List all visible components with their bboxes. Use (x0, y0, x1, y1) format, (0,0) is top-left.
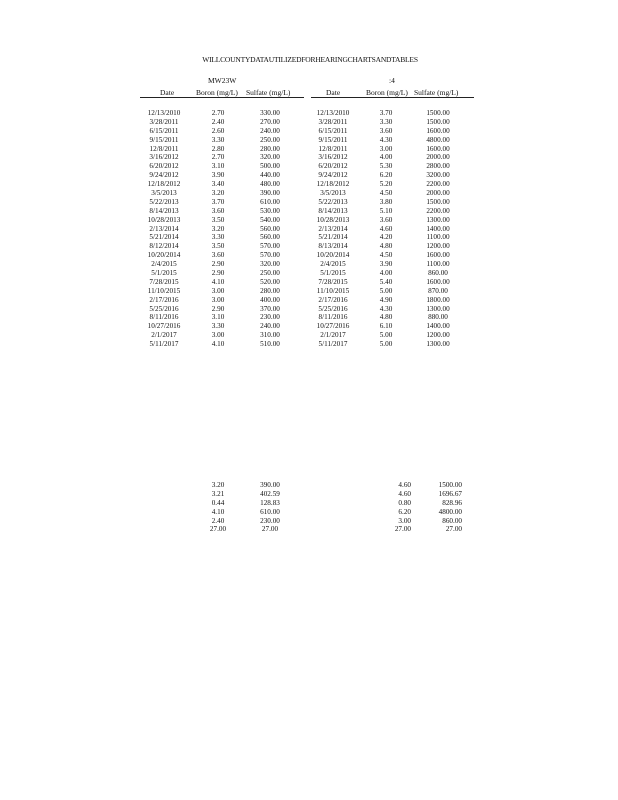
date-cell: 2/4/2015 (151, 260, 177, 269)
boron-cell: 4.00 (379, 269, 393, 278)
date-cell: 11/10/2015 (316, 286, 350, 295)
sulfate-cell: 1500.00 (426, 109, 450, 117)
table-row (140, 313, 310, 322)
date-cell: 5/25/2016 (318, 304, 348, 313)
stat-row (311, 525, 481, 534)
boron-cell: 2.80 (211, 144, 225, 153)
table-row (140, 162, 310, 171)
date-cell: 6/20/2012 (149, 162, 179, 171)
boron-cell: 5.00 (379, 340, 393, 349)
date-cell: 12/13/2010 (147, 109, 181, 117)
sulfate-stat-cell: 4800.00 (438, 507, 462, 516)
table-row (140, 153, 310, 162)
sulfate-stat-cell: 828.96 (442, 498, 462, 507)
right-well-label: :4 (389, 76, 395, 85)
sulfate-cell: 240.00 (260, 322, 280, 331)
date-cell: 5/22/2013 (149, 197, 179, 206)
date-cell: 8/14/2013 (318, 206, 348, 215)
boron-cell: 3.30 (211, 135, 225, 144)
table-row (311, 109, 481, 118)
table-row (140, 136, 310, 145)
sulfate-cell: 1100.00 (426, 233, 450, 242)
sulfate-cell: 870.00 (428, 286, 448, 295)
date-cell: 2/17/2016 (149, 295, 179, 304)
boron-cell: 4.30 (379, 135, 393, 144)
sulfate-cell: 2800.00 (426, 162, 450, 171)
stat-row (311, 499, 481, 508)
date-cell: 7/28/2015 (149, 277, 179, 286)
boron-cell: 3.30 (211, 233, 225, 242)
boron-cell: 3.90 (379, 260, 393, 269)
boron-cell: 3.30 (211, 322, 225, 331)
date-cell: 10/20/2014 (316, 251, 350, 260)
left-summary-stats (140, 481, 310, 534)
table-row (311, 260, 481, 269)
table-row (311, 313, 481, 322)
table-row (140, 278, 310, 287)
boron-stat-cell: 0.44 (211, 498, 225, 507)
table-row (311, 198, 481, 207)
sulfate-cell: 1800.00 (426, 295, 450, 304)
date-cell: 9/15/2011 (318, 135, 348, 144)
boron-cell: 3.10 (211, 313, 225, 322)
boron-cell: 5.00 (379, 286, 393, 295)
boron-stat-cell: 0.80 (398, 498, 411, 507)
sulfate-cell: 390.00 (260, 189, 280, 198)
boron-stat-cell: 3.00 (398, 516, 411, 525)
left-header-rule (140, 97, 304, 98)
boron-stat-cell: 4.10 (211, 507, 225, 516)
boron-cell: 4.60 (379, 224, 393, 233)
date-cell: 8/12/2014 (149, 242, 179, 251)
boron-stat-cell: 2.40 (211, 516, 225, 525)
boron-cell: 3.00 (211, 286, 225, 295)
table-row (140, 198, 310, 207)
sulfate-cell: 1600.00 (426, 126, 450, 135)
table-row (140, 207, 310, 216)
sulfate-cell: 560.00 (260, 224, 280, 233)
date-cell: 5/21/2014 (149, 233, 179, 242)
date-cell: 3/28/2011 (149, 117, 179, 126)
table-row (311, 118, 481, 127)
date-cell: 9/24/2012 (318, 171, 348, 180)
date-cell: 3/28/2011 (318, 117, 348, 126)
date-cell: 6/15/2011 (318, 126, 348, 135)
boron-cell: 3.60 (211, 206, 225, 215)
boron-stat-cell: 4.60 (398, 489, 411, 498)
table-row (140, 216, 310, 225)
date-cell: 12/13/2010 (316, 109, 350, 117)
sulfate-cell: 1400.00 (426, 322, 450, 331)
sulfate-cell: 1600.00 (426, 277, 450, 286)
table-row (140, 118, 310, 127)
sulfate-cell: 560.00 (260, 233, 280, 242)
date-cell: 8/11/2016 (318, 313, 348, 322)
table-row (140, 225, 310, 234)
table-row (311, 278, 481, 287)
table-row (311, 296, 481, 305)
table-row (140, 251, 310, 260)
sulfate-cell: 2200.00 (426, 206, 450, 215)
sulfate-stat-cell: 860.00 (442, 516, 462, 525)
table-row (311, 269, 481, 278)
sulfate-cell: 1400.00 (426, 224, 450, 233)
sulfate-cell: 880.00 (428, 313, 448, 322)
sulfate-cell: 540.00 (260, 215, 280, 224)
date-cell: 2/4/2015 (320, 260, 346, 269)
date-cell: 2/13/2014 (149, 224, 179, 233)
date-cell: 5/1/2015 (151, 269, 177, 278)
stat-row (140, 499, 310, 508)
boron-cell: 4.50 (379, 251, 393, 260)
sulfate-cell: 2000.00 (426, 189, 450, 198)
boron-cell: 3.00 (211, 331, 225, 340)
date-cell: 10/28/2013 (147, 215, 181, 224)
sulfate-cell: 310.00 (260, 331, 280, 340)
table-row (311, 189, 481, 198)
sulfate-cell: 570.00 (260, 251, 280, 260)
boron-cell: 3.50 (211, 215, 225, 224)
boron-cell: 3.60 (211, 251, 225, 260)
boron-cell: 5.10 (379, 206, 393, 215)
table-row (311, 207, 481, 216)
left-data-rows (140, 109, 310, 349)
table-row (311, 322, 481, 331)
sulfate-cell: 240.00 (260, 126, 280, 135)
table-row (311, 242, 481, 251)
sulfate-stat-cell: 128.83 (260, 498, 280, 507)
right-header-date: Date (326, 88, 341, 97)
date-cell: 10/27/2016 (147, 322, 181, 331)
boron-cell: 4.90 (379, 295, 393, 304)
right-header-rule (311, 97, 474, 98)
boron-cell: 4.00 (379, 153, 393, 162)
boron-cell: 3.00 (211, 295, 225, 304)
table-row (311, 225, 481, 234)
boron-stat-cell: 3.21 (211, 489, 225, 498)
table-row (140, 269, 310, 278)
table-row (311, 180, 481, 189)
boron-cell: 2.90 (211, 260, 225, 269)
table-row (140, 180, 310, 189)
date-cell: 10/27/2016 (316, 322, 350, 331)
boron-cell: 3.20 (211, 224, 225, 233)
table-row (140, 296, 310, 305)
date-cell: 12/18/2012 (147, 180, 181, 189)
sulfate-cell: 510.00 (260, 340, 280, 349)
stat-row (140, 508, 310, 517)
date-cell: 12/8/2011 (318, 144, 348, 153)
boron-cell: 4.30 (379, 304, 393, 313)
boron-cell: 3.10 (211, 162, 225, 171)
sulfate-cell: 2000.00 (426, 153, 450, 162)
sulfate-cell: 3200.00 (426, 171, 450, 180)
date-cell: 9/24/2012 (149, 171, 179, 180)
boron-cell: 5.30 (379, 162, 393, 171)
stat-row (311, 481, 481, 490)
boron-cell: 4.10 (211, 340, 225, 349)
date-cell: 5/1/2015 (320, 269, 346, 278)
sulfate-stat-cell: 610.00 (260, 507, 280, 516)
boron-stat-cell: 27.00 (394, 525, 411, 534)
date-cell: 8/13/2014 (318, 242, 348, 251)
table-row (140, 145, 310, 154)
right-data-rows (311, 109, 481, 349)
sulfate-cell: 860.00 (428, 269, 448, 278)
table-row (140, 287, 310, 296)
date-cell: 10/28/2013 (316, 215, 350, 224)
table-row (311, 287, 481, 296)
sulfate-cell: 1200.00 (426, 242, 450, 251)
stat-row (140, 525, 310, 534)
stat-row (311, 508, 481, 517)
stat-row (140, 517, 310, 526)
date-cell: 2/1/2017 (151, 331, 177, 340)
boron-cell: 3.70 (211, 197, 225, 206)
boron-cell: 3.50 (211, 242, 225, 251)
date-cell: 5/11/2017 (318, 340, 348, 349)
sulfate-stat-cell: 27.00 (445, 525, 462, 534)
table-row (311, 145, 481, 154)
boron-cell: 3.60 (379, 126, 393, 135)
sulfate-cell: 480.00 (260, 180, 280, 189)
date-cell: 5/25/2016 (149, 304, 179, 313)
sulfate-cell: 270.00 (260, 117, 280, 126)
boron-cell: 2.70 (211, 153, 225, 162)
boron-cell: 5.20 (379, 180, 393, 189)
stat-row (140, 481, 310, 490)
sulfate-cell: 250.00 (260, 269, 280, 278)
sulfate-cell: 500.00 (260, 162, 280, 171)
sulfate-cell: 280.00 (260, 144, 280, 153)
left-header-boron: Boron (mg/L) (196, 88, 238, 97)
left-header-date: Date (160, 88, 175, 97)
table-row (140, 340, 310, 349)
left-header-sulfate: Sulfate (mg/L) (246, 88, 291, 97)
table-row (311, 153, 481, 162)
table-row (311, 127, 481, 136)
sulfate-cell: 250.00 (260, 135, 280, 144)
page-title: WILLCOUNTYDATAUTILIZEDFORHEARINGCHARTSANDTABLES (202, 55, 418, 64)
date-cell: 3/5/2013 (151, 189, 177, 198)
boron-cell: 5.00 (379, 331, 393, 340)
boron-cell: 3.20 (211, 189, 225, 198)
sulfate-cell: 610.00 (260, 197, 280, 206)
left-well-label: MW23W (208, 76, 237, 85)
table-row (311, 251, 481, 260)
sulfate-cell: 1600.00 (426, 251, 450, 260)
date-cell: 6/15/2011 (149, 126, 179, 135)
boron-cell: 4.20 (379, 233, 393, 242)
date-cell: 2/1/2017 (320, 331, 346, 340)
table-row (311, 162, 481, 171)
date-cell: 5/21/2014 (318, 233, 348, 242)
sulfate-stat-cell: 402.59 (260, 489, 280, 498)
sulfate-cell: 400.00 (260, 295, 280, 304)
sulfate-cell: 280.00 (260, 286, 280, 295)
sulfate-cell: 530.00 (260, 206, 280, 215)
table-row (311, 331, 481, 340)
sulfate-stat-cell: 390.00 (260, 481, 280, 489)
sulfate-cell: 370.00 (260, 304, 280, 313)
date-cell: 6/20/2012 (318, 162, 348, 171)
date-cell: 3/5/2013 (320, 189, 346, 198)
table-row (140, 233, 310, 242)
date-cell: 5/22/2013 (318, 197, 348, 206)
date-cell: 12/18/2012 (316, 180, 350, 189)
date-cell: 12/8/2011 (149, 144, 179, 153)
sulfate-stat-cell: 27.00 (261, 525, 279, 534)
boron-cell: 3.30 (379, 117, 393, 126)
table-row (140, 305, 310, 314)
sulfate-cell: 1600.00 (426, 144, 450, 153)
table-row (311, 305, 481, 314)
table-row (140, 127, 310, 136)
boron-cell: 3.90 (211, 171, 225, 180)
date-cell: 8/11/2016 (149, 313, 179, 322)
boron-cell: 5.40 (379, 277, 393, 286)
boron-stat-cell: 27.00 (209, 525, 227, 534)
boron-cell: 3.60 (379, 215, 393, 224)
date-cell: 8/14/2013 (149, 206, 179, 215)
sulfate-cell: 1300.00 (426, 340, 450, 349)
sulfate-cell: 320.00 (260, 153, 280, 162)
table-row (140, 260, 310, 269)
table-row (311, 171, 481, 180)
date-cell: 7/28/2015 (318, 277, 348, 286)
boron-cell: 2.90 (211, 304, 225, 313)
sulfate-cell: 1300.00 (426, 215, 450, 224)
sulfate-cell: 440.00 (260, 171, 280, 180)
table-row (140, 322, 310, 331)
table-row (140, 242, 310, 251)
date-cell: 10/20/2014 (147, 251, 181, 260)
sulfate-cell: 1200.00 (426, 331, 450, 340)
table-row (140, 189, 310, 198)
sulfate-cell: 1500.00 (426, 117, 450, 126)
boron-cell: 4.80 (379, 242, 393, 251)
table-row (311, 340, 481, 349)
boron-cell: 4.80 (379, 313, 393, 322)
boron-cell: 6.10 (379, 322, 393, 331)
boron-cell: 4.50 (379, 189, 393, 198)
boron-stat-cell: 3.20 (211, 481, 225, 489)
right-header-boron: Boron (mg/L) (366, 88, 408, 97)
boron-stat-cell: 6.20 (398, 507, 411, 516)
boron-cell: 2.70 (211, 109, 225, 117)
sulfate-cell: 1500.00 (426, 197, 450, 206)
boron-cell: 3.40 (211, 180, 225, 189)
right-summary-stats (311, 481, 481, 534)
boron-cell: 2.90 (211, 269, 225, 278)
boron-cell: 2.40 (211, 117, 225, 126)
sulfate-cell: 1300.00 (426, 304, 450, 313)
sulfate-cell: 320.00 (260, 260, 280, 269)
sulfate-stat-cell: 1500.00 (438, 481, 462, 489)
boron-cell: 3.70 (379, 109, 393, 117)
table-row (140, 331, 310, 340)
boron-cell: 3.80 (379, 197, 393, 206)
boron-cell: 6.20 (379, 171, 393, 180)
sulfate-stat-cell: 230.00 (260, 516, 280, 525)
boron-stat-cell: 4.60 (398, 481, 411, 489)
stat-row (140, 490, 310, 499)
sulfate-cell: 230.00 (260, 313, 280, 322)
date-cell: 2/13/2014 (318, 224, 348, 233)
boron-cell: 4.10 (211, 277, 225, 286)
sulfate-cell: 2200.00 (426, 180, 450, 189)
sulfate-cell: 570.00 (260, 242, 280, 251)
sulfate-cell: 330.00 (260, 109, 280, 117)
sulfate-cell: 4800.00 (426, 135, 450, 144)
right-header-sulfate: Sulfate (mg/L) (414, 88, 459, 97)
table-row (311, 233, 481, 242)
table-row (311, 136, 481, 145)
sulfate-cell: 520.00 (260, 277, 280, 286)
sulfate-cell: 1100.00 (426, 260, 450, 269)
date-cell: 5/11/2017 (149, 340, 179, 349)
date-cell: 9/15/2011 (149, 135, 179, 144)
boron-cell: 3.00 (379, 144, 393, 153)
stat-row (311, 490, 481, 499)
table-row (140, 171, 310, 180)
boron-cell: 2.60 (211, 126, 225, 135)
sulfate-stat-cell: 1696.67 (438, 489, 462, 498)
table-row (311, 216, 481, 225)
date-cell: 2/17/2016 (318, 295, 348, 304)
table-row (140, 109, 310, 118)
date-cell: 3/16/2012 (318, 153, 348, 162)
stat-row (311, 517, 481, 526)
date-cell: 11/10/2015 (147, 286, 181, 295)
date-cell: 3/16/2012 (149, 153, 179, 162)
